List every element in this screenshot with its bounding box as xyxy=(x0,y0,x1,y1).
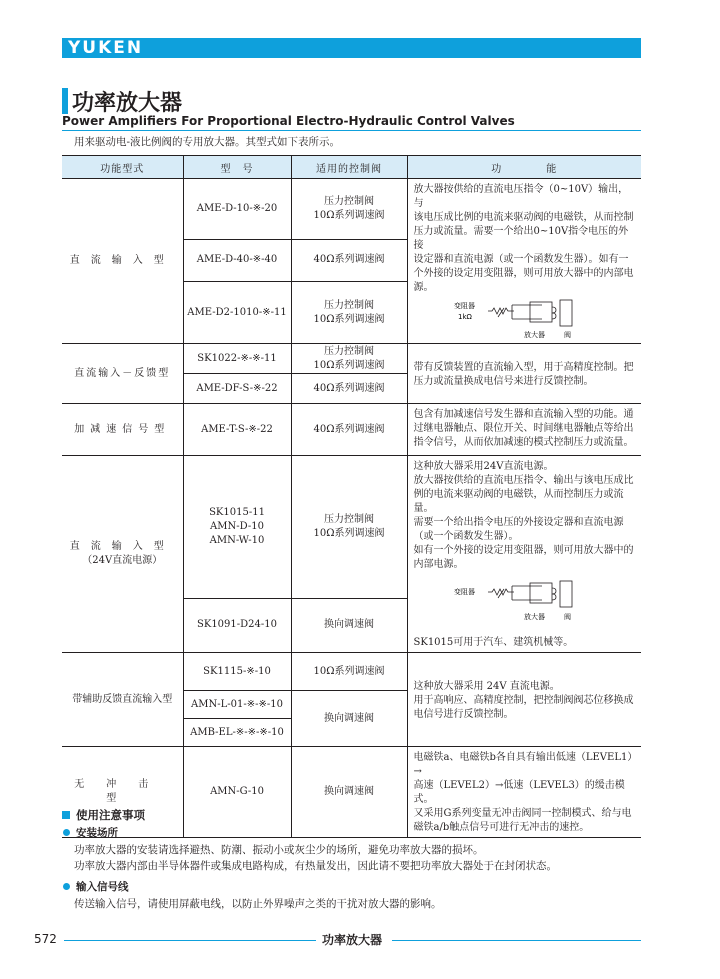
model-cell: SK1022-※-※-11 xyxy=(183,344,291,374)
model-cell: SK1115-※-10 xyxy=(183,653,291,691)
brand-logo: YUKEN xyxy=(68,38,144,58)
model-cell: AME-D2-1010-※-11 xyxy=(183,282,291,344)
table-row xyxy=(62,344,641,374)
diagram-label-amp: 放大器 xyxy=(523,331,545,339)
page-title: 功率放大器 xyxy=(72,91,183,116)
amplifier-spec-table xyxy=(62,155,641,838)
valve-cell: 40Ω系列调速阀 xyxy=(291,239,407,281)
type-cell: 直流输入－反馈型 xyxy=(62,344,183,404)
header-model: 型 号 xyxy=(183,156,291,179)
footer-rule-left xyxy=(64,940,316,941)
model-cell: AMN-L-01-※-※-10 xyxy=(183,691,291,719)
signal-text: 传送输入信号，请使用屏蔽电线，以防止外界噪声之类的干扰对放大器的影响。 xyxy=(74,898,442,910)
title-accent-bar xyxy=(62,88,68,114)
valve-cell: 压力控制阀 10Ω系列调速阀 xyxy=(291,179,407,240)
table-row xyxy=(62,747,641,838)
table-row xyxy=(62,404,641,456)
valve-cell: 10Ω系列调速阀 xyxy=(291,653,407,691)
valve-cell: 40Ω系列调速阀 xyxy=(291,374,407,404)
header-banner xyxy=(62,38,641,58)
model-cell: AMB-EL-※-※-※-10 xyxy=(183,719,291,747)
type-cell: 带辅助反馈直流输入型 xyxy=(62,653,183,747)
type-cell: 直流输入型 xyxy=(62,179,183,344)
bullet-dot-icon xyxy=(63,829,70,836)
footer-title: 功率放大器 xyxy=(322,933,383,947)
valve-cell: 压力控制阀 10Ω系列调速阀 xyxy=(291,282,407,344)
valve-cell: 压力控制阀 10Ω系列调速阀 xyxy=(291,344,407,374)
valve-cell: 换向调速阀 xyxy=(291,598,407,653)
type-cell: 直流输入型 （24V直流电源） xyxy=(62,456,183,653)
function-cell: 这种放大器采用24V直流电源。 放大器按供给的直流电压指令、输出与该电压成比 例的电流来驱动阀的电磁铁，从而控制压力或流量。 需要一个给出指令电压的外接设定器和直流电源 （或一个函数发生器）。 如有一个外接的设定用变阻器，则可用放大器中的 内部电源。 变阻器 放大器 阀 SK1015可用于汽车、建筑机械等。 xyxy=(407,456,641,653)
type-cell: 无冲击型 xyxy=(62,747,183,838)
function-cell: 放大器按供给的直流电压指令（0~10V）输出，与 该电压成比例的电流来驱动阀的电磁铁，从而控制 压力或流量。需要一个给出0~10V指令电压的外接 设定器和直流电源（或一个函数发生器）。如有一 个外接的设定用变阻器，则可用放大器中的内部电 源。 变阻器 1kΩ 放大器 阀 xyxy=(407,179,641,344)
model-cell: AME-D-10-※-20 xyxy=(183,179,291,240)
function-cell: 包含有加减速信号发生器和直流输入型的功能。通 过继电器触点、限位开关、时间继电器触点等给出 指令信号，从而依加减速的模式控制压力或流量。 xyxy=(407,404,641,456)
diagram-label-rheostat: 变阻器 xyxy=(453,588,475,596)
rheostat-wiring-diagram xyxy=(454,299,604,341)
header-function: 功 能 xyxy=(407,156,641,179)
model-cell: AMN-G-10 xyxy=(183,747,291,838)
bullet-dot-icon xyxy=(63,883,70,890)
function-cell: 这种放大器采用 24V 直流电源。 用于高响应、高精度控制，把控制阀阀芯位移换成 电信号进行反馈控制。 xyxy=(407,653,641,747)
page-subtitle: Power Amplifiers For Proportional Electro-Hydraulic Control Valves xyxy=(62,114,515,128)
table-row xyxy=(62,179,641,240)
diagram-label-rheostat: 变阻器 xyxy=(453,302,475,310)
diagram-label-valve: 阀 xyxy=(563,331,571,339)
table-row xyxy=(62,653,641,691)
diagram-label-amp: 放大器 xyxy=(523,613,545,621)
model-cell: AME-DF-S-※-22 xyxy=(183,374,291,404)
model-cell: AME-D-40-※-40 xyxy=(183,239,291,281)
notes-heading: 使用注意事项 xyxy=(76,808,145,822)
signal-heading: 输入信号线 xyxy=(76,881,129,893)
diagram-label-resistance: 1kΩ xyxy=(457,313,472,321)
section-square-icon xyxy=(62,811,70,819)
rheostat-wiring-diagram xyxy=(454,580,604,624)
model-cell: SK1015-11 AMN-D-10 AMN-W-10 xyxy=(183,456,291,599)
function-note: SK1015可用于汽车、建筑机械等。 xyxy=(413,637,574,648)
valve-cell: 换向调速阀 xyxy=(291,747,407,838)
intro-text: 用来驱动电-液比例阀的专用放大器。其型式如下表所示。 xyxy=(74,136,341,148)
install-text: 功率放大器的安装请选择避热、防潮、振动小或灰尘少的场所，避免功率放大器的损坏。 功率放大器内部由半导体器件或集成电路构成，有热量发出，因此请不要把功率放大器处于在封闭状态。 xyxy=(74,844,557,872)
header-valve: 适用的控制阀 xyxy=(291,156,407,179)
valve-cell: 40Ω系列调速阀 xyxy=(291,404,407,456)
table-row xyxy=(62,456,641,599)
footer-rule-right xyxy=(392,940,641,941)
type-cell: 加减速信号型 xyxy=(62,404,183,456)
install-heading: 安装场所 xyxy=(76,827,118,839)
header-function-type: 功能型式 xyxy=(62,156,183,179)
valve-cell: 压力控制阀 10Ω系列调速阀 xyxy=(291,456,407,599)
title-divider xyxy=(62,130,641,131)
model-cell: SK1091-D24-10 xyxy=(183,598,291,653)
function-cell: 带有反馈装置的直流输入型，用于高精度控制。把 压力或流量换成电信号来进行反馈控制。 xyxy=(407,344,641,404)
function-cell: 电磁铁a、电磁铁b各自具有输出低速（LEVEL1）→ 高速（LEVEL2）→低速（LEVEL3）的缓击模式。 又采用G系列变量无冲击阀同一控制模式、给与电 磁铁a/b触点信号可进行无冲击的速控。 xyxy=(407,747,641,838)
diagram-label-valve: 阀 xyxy=(563,613,571,621)
table-header-row xyxy=(62,156,641,179)
model-cell: AME-T-S-※-22 xyxy=(183,404,291,456)
valve-cell: 换向调速阀 xyxy=(291,691,407,747)
page-number: 572 xyxy=(34,932,57,946)
